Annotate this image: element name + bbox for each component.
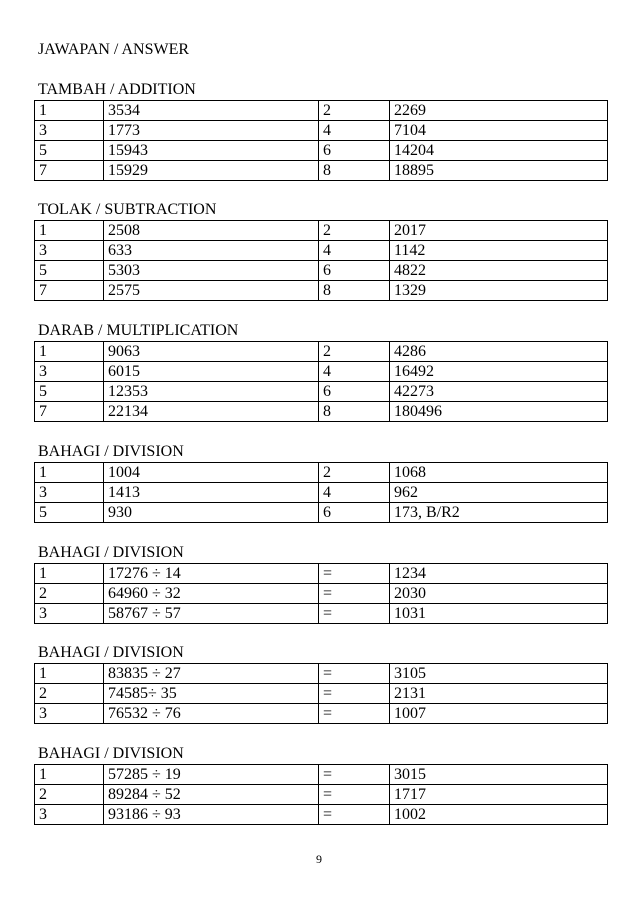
table-cell: 83835 ÷ 27 (104, 664, 319, 684)
table-row (35, 785, 608, 805)
table-cell: 3105 (390, 664, 608, 684)
table-cell: 3015 (390, 765, 608, 785)
table-cell: 6 (319, 503, 390, 523)
table-cell: 180496 (390, 402, 608, 422)
division-section-3 (34, 643, 607, 724)
table-cell: = (319, 604, 390, 624)
table-row (35, 684, 608, 704)
table-row (35, 141, 608, 161)
table-cell: = (319, 785, 390, 805)
answer-table (34, 563, 608, 624)
table-cell: 2030 (390, 584, 608, 604)
table-cell: = (319, 564, 390, 584)
table-cell: 64960 ÷ 32 (104, 584, 319, 604)
table-cell: 4 (319, 241, 390, 261)
table-cell: 2 (35, 584, 104, 604)
table-cell: = (319, 664, 390, 684)
table-cell: 5 (35, 141, 104, 161)
table-cell: 173, B/R2 (390, 503, 608, 523)
table-row (35, 564, 608, 584)
table-cell: 4286 (390, 342, 608, 362)
table-cell: 4 (319, 483, 390, 503)
table-cell: 1329 (390, 281, 608, 301)
answer-table (34, 100, 608, 181)
table-cell: 2 (319, 221, 390, 241)
table-row (35, 362, 608, 382)
table-cell: 76532 ÷ 76 (104, 704, 319, 724)
table-cell: 12353 (104, 382, 319, 402)
table-cell: 6015 (104, 362, 319, 382)
table-cell: 5 (35, 261, 104, 281)
table-cell: 1 (35, 664, 104, 684)
table-cell: 6 (319, 261, 390, 281)
table-cell: 1717 (390, 785, 608, 805)
table-cell: 93186 ÷ 93 (104, 805, 319, 825)
section-title: BAHAGI / DIVISION (38, 745, 184, 762)
table-cell: 1068 (390, 463, 608, 483)
table-cell: 9063 (104, 342, 319, 362)
table-cell: 2269 (390, 101, 608, 121)
section-title: DARAB / MULTIPLICATION (38, 322, 239, 339)
table-row (35, 584, 608, 604)
table-cell: 1 (35, 564, 104, 584)
answer-table (34, 462, 608, 523)
table-cell: 16492 (390, 362, 608, 382)
table-row (35, 382, 608, 402)
table-cell: = (319, 805, 390, 825)
table-row (35, 483, 608, 503)
subtraction-section (34, 200, 607, 301)
table-row (35, 281, 608, 301)
table-cell: 15943 (104, 141, 319, 161)
table-row (35, 101, 608, 121)
table-row (35, 221, 608, 241)
table-cell: 4822 (390, 261, 608, 281)
table-cell: 42273 (390, 382, 608, 402)
table-row (35, 241, 608, 261)
page-title: JAWAPAN / ANSWER (38, 41, 190, 58)
table-cell: 2 (319, 342, 390, 362)
table-cell: 3 (35, 121, 104, 141)
answer-table (34, 341, 608, 422)
table-cell: 633 (104, 241, 319, 261)
table-cell: 2575 (104, 281, 319, 301)
section-title: BAHAGI / DIVISION (38, 443, 184, 460)
table-cell: 7 (35, 281, 104, 301)
answer-table (34, 663, 608, 724)
table-cell: 4 (319, 121, 390, 141)
table-cell: 5 (35, 382, 104, 402)
table-row (35, 765, 608, 785)
table-cell: 3 (35, 362, 104, 382)
table-row (35, 704, 608, 724)
table-cell: 4 (319, 362, 390, 382)
section-title: TAMBAH / ADDITION (38, 81, 196, 98)
section-title: BAHAGI / DIVISION (38, 544, 184, 561)
table-row (35, 161, 608, 181)
table-cell: 1773 (104, 121, 319, 141)
table-cell: = (319, 684, 390, 704)
table-cell: 3 (35, 241, 104, 261)
table-cell: 1004 (104, 463, 319, 483)
table-cell: 3 (35, 604, 104, 624)
table-row (35, 463, 608, 483)
section-title: TOLAK / SUBTRACTION (38, 201, 217, 218)
answer-table (34, 764, 608, 825)
table-cell: 1 (35, 342, 104, 362)
table-cell: 7 (35, 161, 104, 181)
table-cell: 1142 (390, 241, 608, 261)
table-cell: 2131 (390, 684, 608, 704)
table-row (35, 664, 608, 684)
table-row (35, 121, 608, 141)
table-cell: 3 (35, 805, 104, 825)
table-cell: 1 (35, 221, 104, 241)
table-row (35, 805, 608, 825)
table-row (35, 261, 608, 281)
table-cell: 8 (319, 161, 390, 181)
page-number: 9 (316, 852, 322, 866)
table-cell: 2 (319, 101, 390, 121)
table-cell: 14204 (390, 141, 608, 161)
division-section-2 (34, 543, 607, 624)
table-cell: 7 (35, 402, 104, 422)
table-cell: 57285 ÷ 19 (104, 765, 319, 785)
table-cell: = (319, 584, 390, 604)
table-cell: 1 (35, 463, 104, 483)
division-section-1 (34, 442, 607, 523)
table-cell: 58767 ÷ 57 (104, 604, 319, 624)
table-cell: 1234 (390, 564, 608, 584)
table-cell: 8 (319, 402, 390, 422)
table-cell: 5303 (104, 261, 319, 281)
table-cell: 89284 ÷ 52 (104, 785, 319, 805)
table-cell: 3 (35, 483, 104, 503)
table-cell: = (319, 765, 390, 785)
answer-table (34, 220, 608, 301)
table-row (35, 604, 608, 624)
section-title: BAHAGI / DIVISION (38, 644, 184, 661)
table-cell: 1031 (390, 604, 608, 624)
table-cell: 1 (35, 101, 104, 121)
table-cell: 1002 (390, 805, 608, 825)
table-cell: 74585÷ 35 (104, 684, 319, 704)
table-cell: 22134 (104, 402, 319, 422)
table-cell: 17276 ÷ 14 (104, 564, 319, 584)
table-cell: 8 (319, 281, 390, 301)
table-row (35, 402, 608, 422)
division-section-4 (34, 744, 607, 825)
table-row (35, 503, 608, 523)
table-cell: 6 (319, 382, 390, 402)
table-cell: 1413 (104, 483, 319, 503)
table-cell: 6 (319, 141, 390, 161)
table-cell: 2 (35, 785, 104, 805)
table-cell: 3 (35, 704, 104, 724)
table-cell: 962 (390, 483, 608, 503)
table-cell: 2 (35, 684, 104, 704)
table-cell: 2508 (104, 221, 319, 241)
multiplication-section (34, 321, 607, 422)
table-cell: 3534 (104, 101, 319, 121)
table-cell: 1 (35, 765, 104, 785)
table-cell: 930 (104, 503, 319, 523)
table-cell: 15929 (104, 161, 319, 181)
table-cell: 18895 (390, 161, 608, 181)
table-row (35, 342, 608, 362)
table-cell: 2 (319, 463, 390, 483)
table-cell: 5 (35, 503, 104, 523)
addition-section (34, 80, 607, 181)
table-cell: 1007 (390, 704, 608, 724)
table-cell: = (319, 704, 390, 724)
table-cell: 2017 (390, 221, 608, 241)
table-cell: 7104 (390, 121, 608, 141)
